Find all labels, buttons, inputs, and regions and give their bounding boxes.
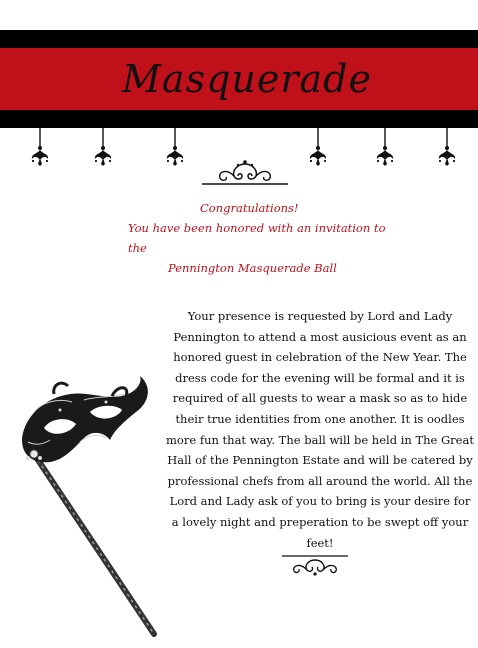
fleur-drop-icon bbox=[32, 128, 48, 166]
greeting-line: Pennington Masquerade Ball bbox=[168, 261, 337, 275]
flourish-divider-icon-bottom bbox=[280, 552, 350, 578]
header-band-bottom bbox=[0, 110, 478, 128]
fleur-drop-icon bbox=[310, 128, 326, 166]
page-title: Masquerade bbox=[122, 57, 372, 101]
invitation-body: Your presence is requested by Lord and Lady Pennington to attend a most ausicious event as an honored guest in celebration of the New Year. The dress code for the evening will be formal and it is required of all guests to wear a mask so as to hide their true identities from one another. It is oodles more fun that way. The ball will be held in The Great Hall of the Pennington Estate and will be catered by professional chefs from all around the world. All the Lord and Lady ask of you to bring is your desire for a lovely night and preperation to be swept off your feet! bbox=[166, 309, 474, 550]
flourish-divider-icon-top bbox=[198, 158, 292, 188]
fleur-drop-icon bbox=[95, 128, 111, 166]
header-band-top bbox=[0, 30, 478, 48]
greeting-line: Congratulations! bbox=[200, 201, 299, 215]
fleur-drop-icon bbox=[439, 128, 455, 166]
fleur-drop-icon bbox=[377, 128, 393, 166]
greeting bbox=[120, 198, 390, 278]
fleur-drop-icon bbox=[167, 128, 183, 166]
greeting-line: You have been honored with an invitation to the bbox=[128, 221, 386, 255]
masquerade-mask-icon bbox=[14, 372, 164, 642]
